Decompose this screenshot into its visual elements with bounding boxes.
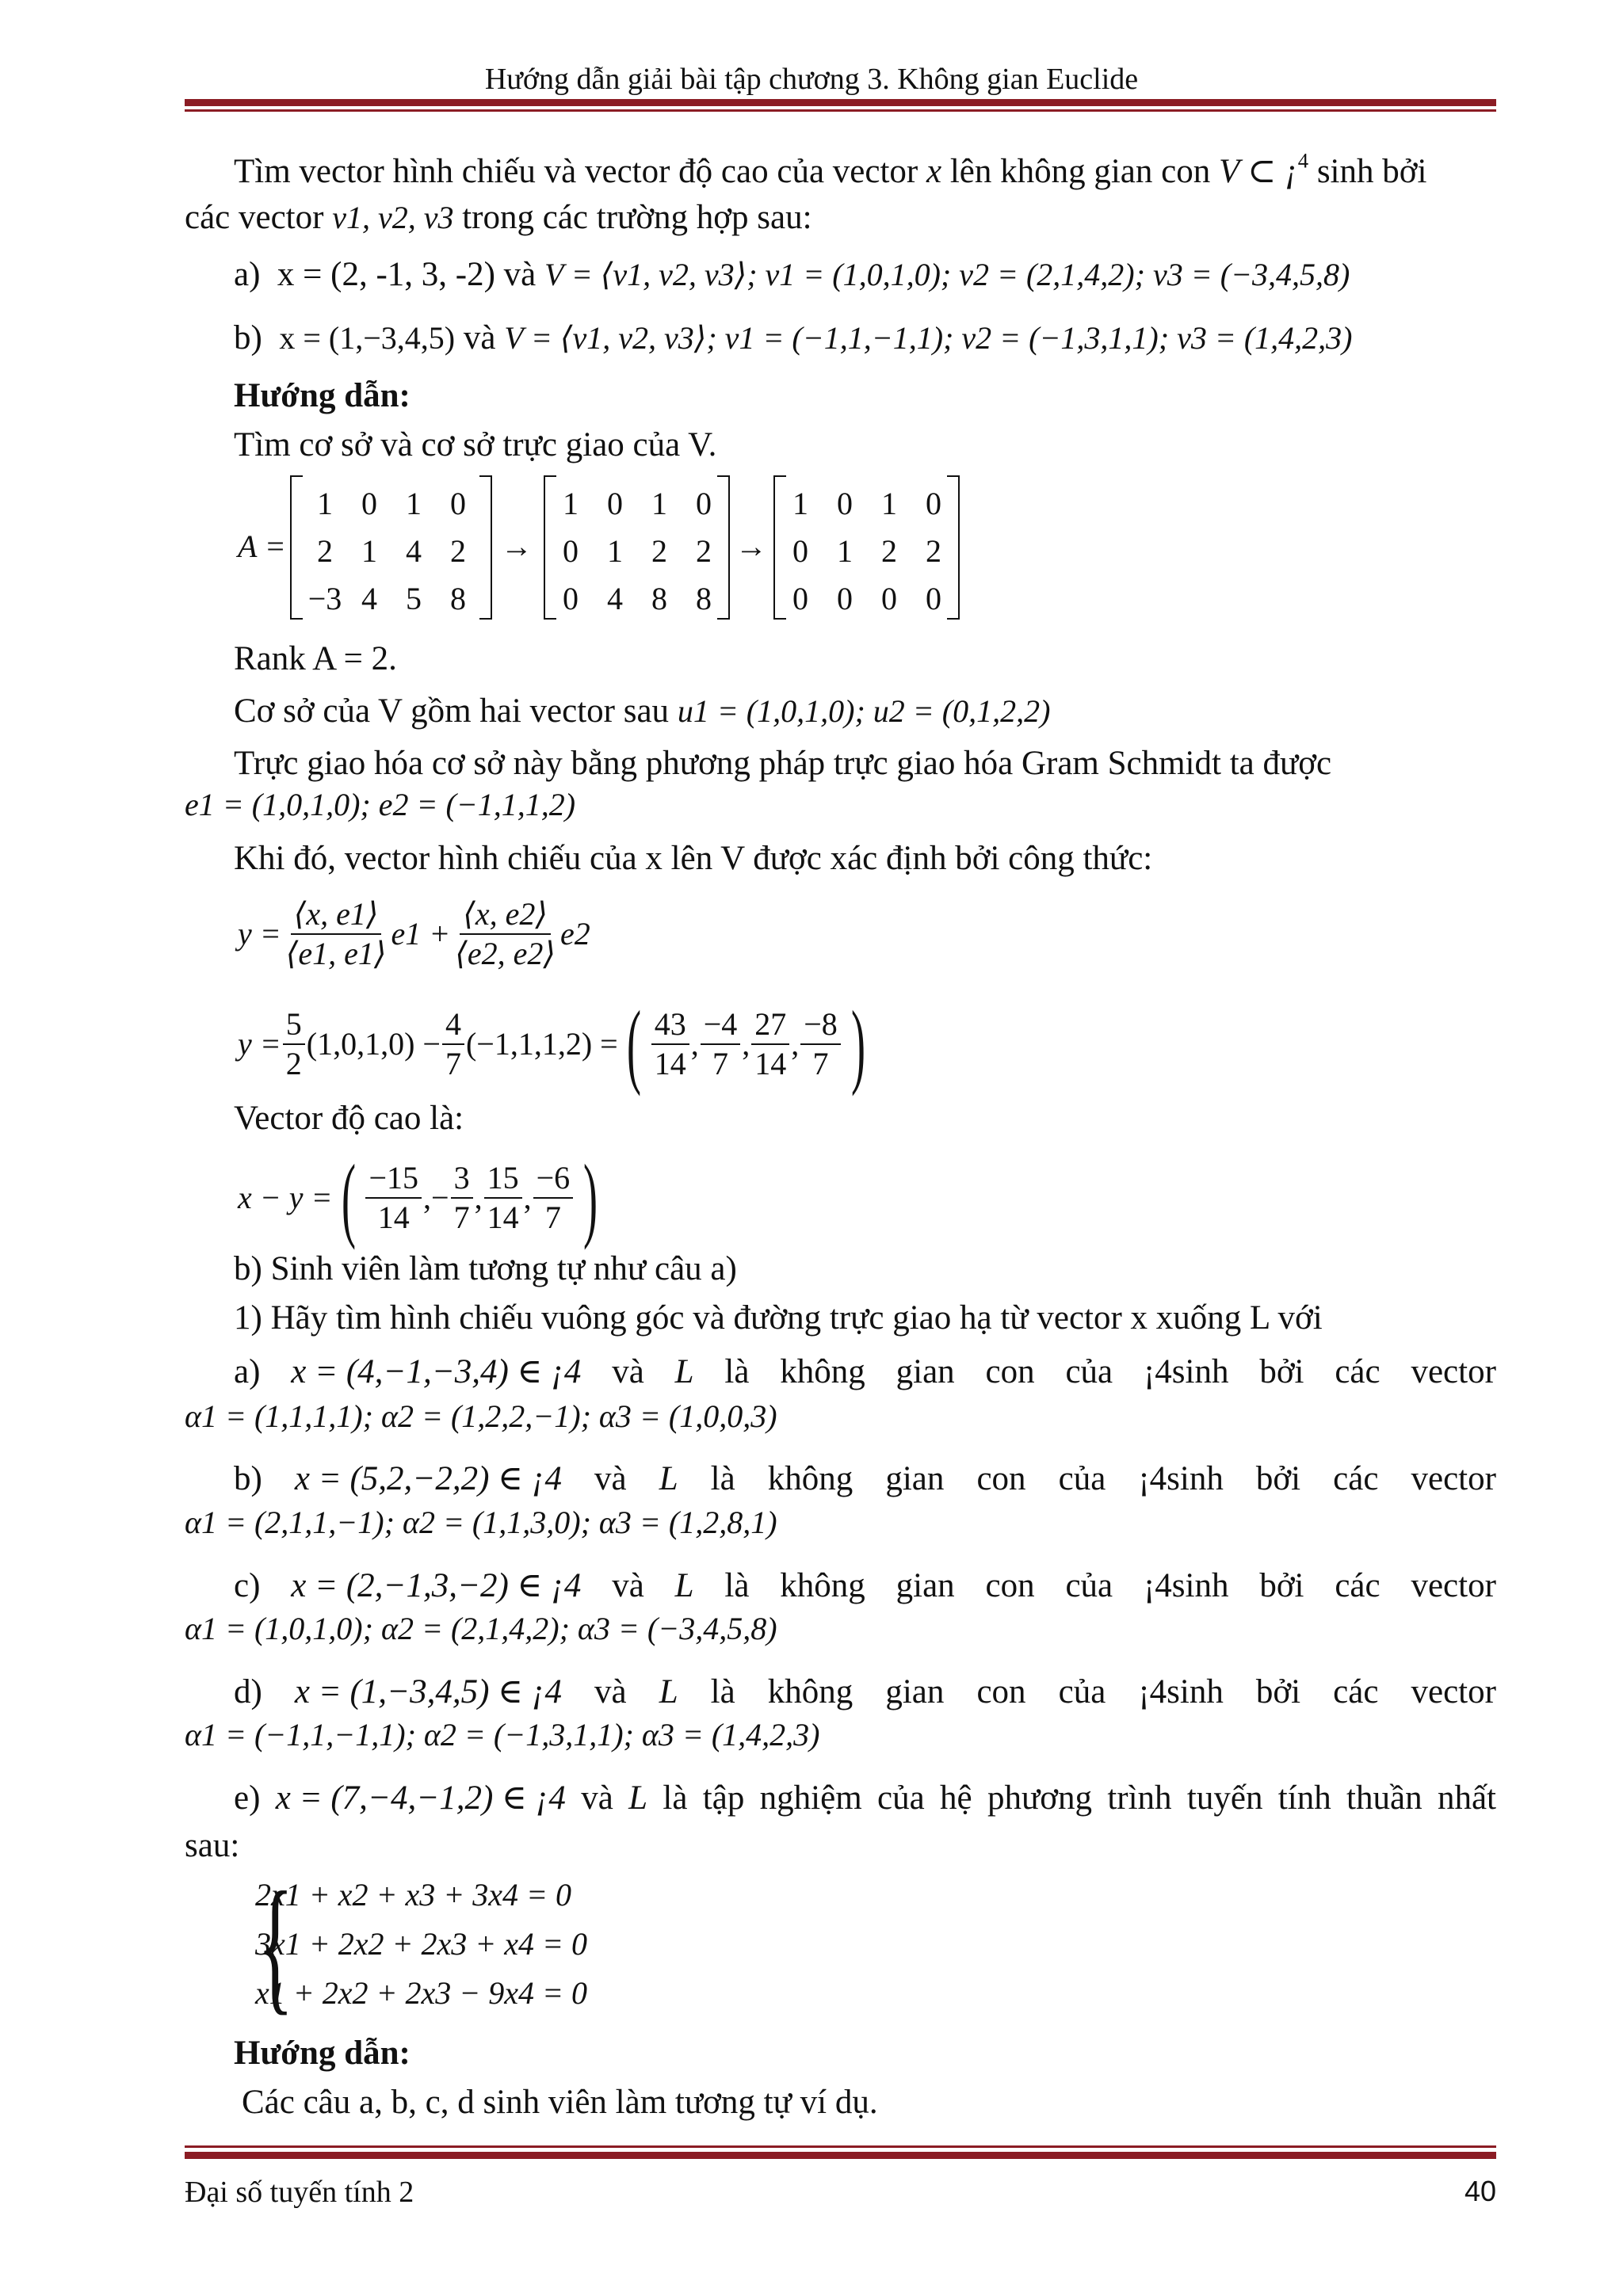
matrix-cell: 1 xyxy=(651,486,667,521)
exercise-word: các xyxy=(1335,1567,1381,1604)
exercise-word: tập xyxy=(702,1779,745,1817)
exercise-word: x = (5,2,−2,2) ∈ ¡4 xyxy=(294,1460,562,1497)
exercise-word: không xyxy=(780,1567,865,1604)
matrix-cell: 4 xyxy=(406,533,422,569)
exercise-word: b) xyxy=(234,1460,262,1497)
matrix-cell: 1 xyxy=(406,486,422,521)
exercise-word: là xyxy=(710,1673,735,1711)
matrix-cell: 1 xyxy=(361,533,377,569)
exercise-word: không xyxy=(780,1353,865,1390)
exercise-word: gian xyxy=(885,1460,945,1497)
matrix-cell: 1 xyxy=(607,533,623,569)
matrix-cell: 8 xyxy=(450,581,466,616)
exercise-word: và xyxy=(594,1673,627,1711)
exercise-word: và xyxy=(612,1353,644,1390)
ex-b-head xyxy=(234,1462,1496,1496)
matrix-cell: 1 xyxy=(837,533,853,569)
exercise-word: L xyxy=(628,1779,648,1817)
projection-formula: y = $\frac{⟨x, e1⟩}{⟨e1, e1⟩}$ e1 + $\frac{⟨x, e2⟩}{⟨e2, e2⟩}$ e2 xyxy=(238,896,590,971)
exercise-word: vector xyxy=(1411,1460,1496,1497)
exercise-word: ¡4sinh xyxy=(1138,1673,1224,1711)
exercise-word: vector xyxy=(1411,1353,1496,1390)
matrix-cell: 1 xyxy=(563,486,579,521)
matrix-cell: 2 xyxy=(450,533,466,569)
exercise-word: các xyxy=(1333,1673,1379,1711)
exercise-word: không xyxy=(767,1460,854,1497)
matrix-cell: 0 xyxy=(607,486,623,521)
ex-a-head xyxy=(234,1355,1496,1389)
ex-c-head xyxy=(234,1569,1496,1603)
matrix-cell: 1 xyxy=(792,486,808,521)
exercise-word: là xyxy=(663,1779,688,1817)
ex-e-tail: sau: xyxy=(185,1827,240,1864)
exercise-word: gian xyxy=(885,1673,945,1711)
matrix-cell: 0 xyxy=(837,486,853,521)
matrix-cell: 0 xyxy=(792,581,808,616)
exercise-word: x = (2,−1,3,−2) ∈ ¡4 xyxy=(291,1567,582,1604)
arrow-1: → xyxy=(501,528,533,564)
ex-e-head xyxy=(234,1781,1496,1815)
ex-c-alpha: α1 = (1,0,1,0); α2 = (2,1,4,2); α3 = (−3,4,5,8) xyxy=(185,1611,777,1646)
matrix-cell: 8 xyxy=(696,581,712,616)
matrix-cell: 4 xyxy=(607,581,623,616)
rank-text: Rank A = 2. xyxy=(234,640,397,677)
exercise-title: 1) Hãy tìm hình chiếu vuông góc và đường trực giao hạ từ vector x xuống L với xyxy=(234,1299,1323,1337)
exercise-word: vector xyxy=(1411,1673,1496,1711)
exercise-word: của xyxy=(877,1779,925,1817)
exercise-word: a) xyxy=(234,1353,261,1390)
exercise-word: của xyxy=(1065,1567,1113,1604)
matrix-cell: 0 xyxy=(563,533,579,569)
matrix-cell: 0 xyxy=(837,581,853,616)
case-a: a) x = (2, -1, 3, -2) và V = ⟨v1, v2, v3⟩; v1 = (1,0,1,0); v2 = (2,1,4,2); v3 = (−3,4,5,8) xyxy=(234,256,1350,293)
exercise-word: x = (7,−4,−1,2) ∈ ¡4 xyxy=(275,1779,566,1817)
matrix-cell: 0 xyxy=(563,581,579,616)
matrix-cell: 2 xyxy=(651,533,667,569)
matrix-cell: 0 xyxy=(361,486,377,521)
footer-course: Đại số tuyến tính 2 xyxy=(185,2176,414,2209)
exercise-word: bởi xyxy=(1259,1567,1304,1604)
exercise-word: gian xyxy=(896,1353,955,1390)
ex-a-alpha: α1 = (1,1,1,1); α2 = (1,2,2,−1); α3 = (1,0,0,3) xyxy=(185,1398,777,1434)
guide-heading-1: Hướng dẫn: xyxy=(234,377,411,414)
exercise-word: trình xyxy=(1107,1779,1172,1817)
matrix-cell: 0 xyxy=(881,581,897,616)
exercise-word: là xyxy=(710,1460,735,1497)
exercise-word: gian xyxy=(896,1567,955,1604)
exercise-word: L xyxy=(674,1567,694,1604)
exercise-word: L xyxy=(659,1460,678,1497)
basis-text: Tìm cơ sở và cơ sở trực giao của V. xyxy=(234,426,717,463)
exercise-word: nghiệm xyxy=(759,1779,862,1817)
matrix-cell: 2 xyxy=(926,533,941,569)
matrix-cell: 2 xyxy=(881,533,897,569)
exercise-word: của xyxy=(1058,1460,1106,1497)
ortho-text: Trực giao hóa cơ sở này bằng phương pháp trực giao hóa Gram Schmidt ta được xyxy=(234,745,1332,782)
exercise-word: L xyxy=(674,1353,694,1390)
matrix-label: A = xyxy=(238,528,286,564)
exercise-word: bởi xyxy=(1255,1673,1301,1711)
exercise-word: con xyxy=(976,1460,1026,1497)
footer-rule xyxy=(185,2152,1496,2159)
system-eq-1: 2x1 + x2 + x3 + 3x4 = 0 xyxy=(255,1877,571,1913)
ex-b-alpha: α1 = (2,1,1,−1); α2 = (1,1,3,0); α3 = (1,2,8,1) xyxy=(185,1505,777,1540)
projection-result: y = $\frac{5}{2}$ (1,0,1,0) − $\frac{4}{7}$ (−1,1,1,2) = ( $\frac{43}{14}$ , $\frac{-4}{7}$ , $\frac{27}{14}$ , $\frac{-8}{7}$ ) xyxy=(238,991,865,1097)
header-rule xyxy=(185,99,1496,106)
exercise-word: các xyxy=(1335,1353,1381,1390)
exercise-word: con xyxy=(976,1673,1026,1711)
matrix-cell: 2 xyxy=(696,533,712,569)
exercise-word: của xyxy=(1058,1673,1106,1711)
guide-heading-2: Hướng dẫn: xyxy=(234,2035,411,2072)
case-b: b) x = (1,−3,4,5) và V = ⟨v1, v2, v3⟩; v1 = (−1,1,−1,1); v2 = (−1,3,1,1); v3 = (1,4,2,3) xyxy=(234,319,1353,357)
exercise-word: hệ xyxy=(940,1779,972,1817)
exercise-word: là xyxy=(724,1353,750,1390)
header-rule-thin xyxy=(185,109,1496,112)
intro-line-1: Tìm vector hình chiếu và vector độ cao của vector x lên không gian con V ⊂ ¡$^4$ sinh bởi xyxy=(234,148,1427,190)
matrix-cell: 1 xyxy=(881,486,897,521)
arrow-2: → xyxy=(735,528,767,564)
system-eq-2: 3x1 + 2x2 + 2x3 + x4 = 0 xyxy=(255,1926,587,1962)
exercise-word: các xyxy=(1333,1460,1379,1497)
exercise-word: con xyxy=(985,1567,1035,1604)
matrix-cell: 0 xyxy=(696,486,712,521)
ortho-vectors: e1 = (1,0,1,0); e2 = (−1,1,1,2) xyxy=(185,787,576,822)
exercise-word: là xyxy=(724,1567,750,1604)
exercise-word: con xyxy=(985,1353,1035,1390)
exercise-word: ¡4sinh xyxy=(1138,1460,1224,1497)
matrix-cell: 0 xyxy=(926,581,941,616)
footer-rule-thin xyxy=(185,2145,1496,2148)
exercise-word: e) xyxy=(234,1779,261,1817)
exercise-word: và xyxy=(612,1567,644,1604)
matrix-cell: 0 xyxy=(926,486,941,521)
exercise-word: thuần xyxy=(1346,1779,1423,1817)
b-note: b) Sinh viên làm tương tự như câu a) xyxy=(234,1250,737,1287)
exercise-word: x = (4,−1,−3,4) ∈ ¡4 xyxy=(291,1353,582,1390)
exercise-word: không xyxy=(767,1673,854,1711)
matrix-cell: 8 xyxy=(651,581,667,616)
projection-text: Khi đó, vector hình chiếu của x lên V được xác định bởi công thức: xyxy=(234,840,1153,877)
page-header: Hướng dẫn giải bài tập chương 3. Không gian Euclide xyxy=(484,63,1139,96)
exercise-word: nhất xyxy=(1437,1779,1496,1817)
guide-text-2: Các câu a, b, c, d sinh viên làm tương tự ví dụ. xyxy=(242,2084,878,2121)
matrix-cell: 1 xyxy=(317,486,333,521)
exercise-word: ¡4sinh xyxy=(1143,1353,1229,1390)
exercise-word: x = (1,−3,4,5) ∈ ¡4 xyxy=(294,1673,562,1711)
exercise-word: của xyxy=(1065,1353,1113,1390)
matrix-cell: −3 xyxy=(307,581,342,616)
matrix-cell: 4 xyxy=(361,581,377,616)
matrix-cell: 5 xyxy=(406,581,422,616)
exercise-word: phương xyxy=(987,1779,1092,1817)
matrix-cell: 0 xyxy=(792,533,808,569)
exercise-word: bởi xyxy=(1259,1353,1304,1390)
exercise-word: d) xyxy=(234,1673,262,1711)
system-eq-3: x1 + 2x2 + 2x3 − 9x4 = 0 xyxy=(255,1975,587,2011)
system-brace: { xyxy=(257,1862,294,2028)
height-result: x − y = ( $\frac{-15}{14}$ , − $\frac{3}{7}$ , $\frac{15}{14}$ , $\frac{-6}{7}$ ) xyxy=(238,1145,598,1250)
exercise-word: vector xyxy=(1411,1567,1496,1604)
basis-line: Cơ sở của V gồm hai vector sau u1 = (1,0,1,0); u2 = (0,1,2,2) xyxy=(234,692,1051,730)
ex-d-alpha: α1 = (−1,1,−1,1); α2 = (−1,3,1,1); α3 = (1,4,2,3) xyxy=(185,1717,820,1753)
matrix-cell: 0 xyxy=(450,486,466,521)
height-text: Vector độ cao là: xyxy=(234,1100,464,1137)
exercise-word: c) xyxy=(234,1567,261,1604)
exercise-word: ¡4sinh xyxy=(1143,1567,1229,1604)
exercise-word: L xyxy=(659,1673,678,1711)
exercise-word: và xyxy=(581,1779,613,1817)
exercise-word: tuyến xyxy=(1186,1779,1263,1817)
page-number: 40 xyxy=(1464,2175,1496,2207)
exercise-word: tính xyxy=(1277,1779,1331,1817)
exercise-word: và xyxy=(594,1460,627,1497)
ex-d-head xyxy=(234,1675,1496,1709)
intro-line-2: các vector v1, v2, v3 trong các trường hợp sau: xyxy=(185,199,812,236)
matrix-cell: 2 xyxy=(317,533,333,569)
exercise-word: bởi xyxy=(1255,1460,1301,1497)
